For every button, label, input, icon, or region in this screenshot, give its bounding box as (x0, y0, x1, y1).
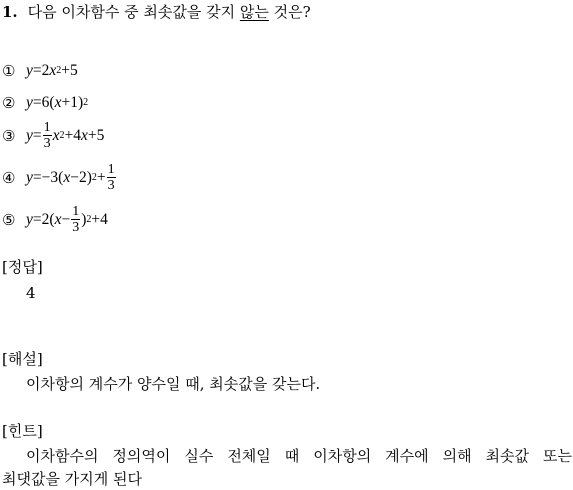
option-3-formula: y = $\frac{1}{3}$ x 2 + 4 x + 5 (26, 120, 105, 151)
question-text-after: 것은? (268, 3, 311, 21)
option-marker: ① (2, 62, 16, 80)
question-number: 1. (2, 3, 18, 21)
answer-header: [정답] (2, 258, 43, 276)
option-2[interactable] (2, 94, 88, 112)
explanation-text: 이차항의 계수가 양수일 때, 최솟값을 갖는다. (26, 375, 321, 393)
question-underlined: 않는 (239, 3, 269, 21)
option-marker: ⑤ (2, 210, 16, 229)
answer-value: 4 (26, 284, 36, 302)
question-text-before: 다음 이차함수 중 최솟값을 갖지 (27, 3, 240, 21)
option-5-formula: y = 2 ( x − $\frac{1}{3}$ ) 2 + 4 (26, 204, 108, 235)
option-4-formula: y = −3 ( x − 2 ) 2 + $\frac{1}{3}$ (26, 162, 115, 193)
option-marker: ③ (2, 126, 16, 145)
fraction-one-third: $\frac{1}{3}$ (43, 120, 51, 151)
explanation-header: [해설] (2, 350, 43, 368)
option-marker: ④ (2, 168, 16, 187)
option-1[interactable] (2, 62, 78, 80)
option-3[interactable] (2, 120, 104, 151)
option-5[interactable] (2, 204, 108, 235)
option-marker: ② (2, 94, 16, 112)
option-1-formula: y = 2 x 2 + 5 (26, 62, 78, 79)
question (2, 0, 311, 24)
option-2-formula: y = 6 ( x + 1 ) 2 (26, 94, 89, 111)
fraction-one-third: $\frac{1}{3}$ (72, 204, 80, 235)
hint-line-1: 이차함수의 정의역이 실수 전체일 때 이차항의 계수에 의해 최솟값 또는 (26, 447, 572, 465)
option-4[interactable] (2, 162, 117, 193)
fraction-one-third: $\frac{1}{3}$ (107, 162, 115, 193)
hint-header: [힌트] (2, 422, 43, 440)
hint-line-2: 최댓값을 가지게 된다 (2, 470, 142, 488)
